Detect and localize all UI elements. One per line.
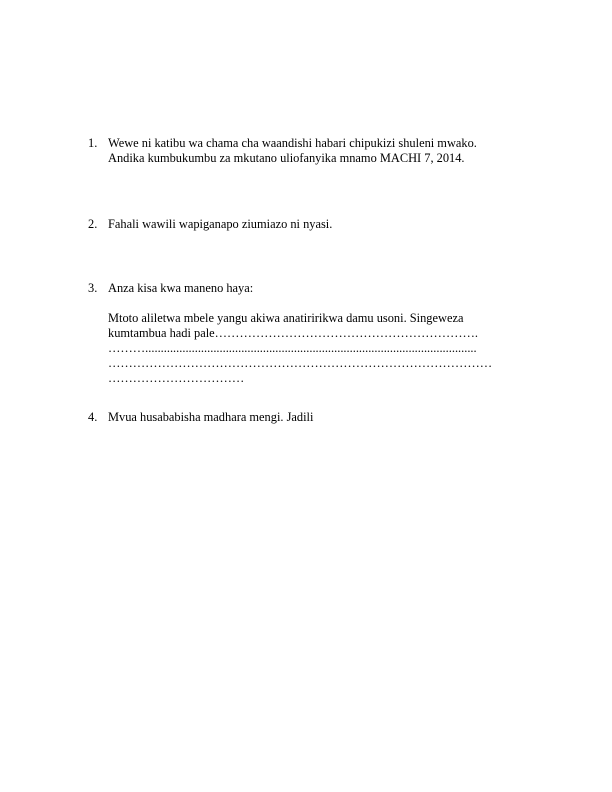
passage-line: kumtambua hadi pale………………………………………………………. [108, 326, 478, 340]
question-text [108, 136, 538, 166]
answer-dotted-line: ………........................................................................................................... [108, 341, 477, 355]
question-number: 2. [88, 217, 98, 231]
question-line: Andika kumbukumbu za mkutano uliofanyika mnamo MACHI 7, 2014. [108, 151, 465, 165]
answer-dotted-line: …………………………… [108, 371, 245, 385]
question-number: 1. [88, 136, 98, 150]
question-line: Mvua husababisha madhara mengi. Jadili [108, 410, 314, 424]
story-passage [108, 311, 538, 386]
question-line: Fahali wawili wapiganapo ziumiazo ni nyasi. [108, 217, 333, 231]
question-text [108, 410, 538, 425]
question-number: 3. [88, 281, 98, 295]
question-text [108, 281, 538, 386]
question-number: 4. [88, 410, 98, 424]
passage-line: Mtoto aliletwa mbele yangu akiwa anatiririkwa damu usoni. Singeweza [108, 311, 464, 325]
question-line: Wewe ni katibu wa chama cha waandishi habari chipukizi shuleni mwako. [108, 136, 477, 150]
answer-dotted-line: ………………………………………………………………………………… [108, 356, 493, 370]
question-line: Anza kisa kwa maneno haya: [108, 281, 254, 295]
question-text [108, 217, 538, 232]
